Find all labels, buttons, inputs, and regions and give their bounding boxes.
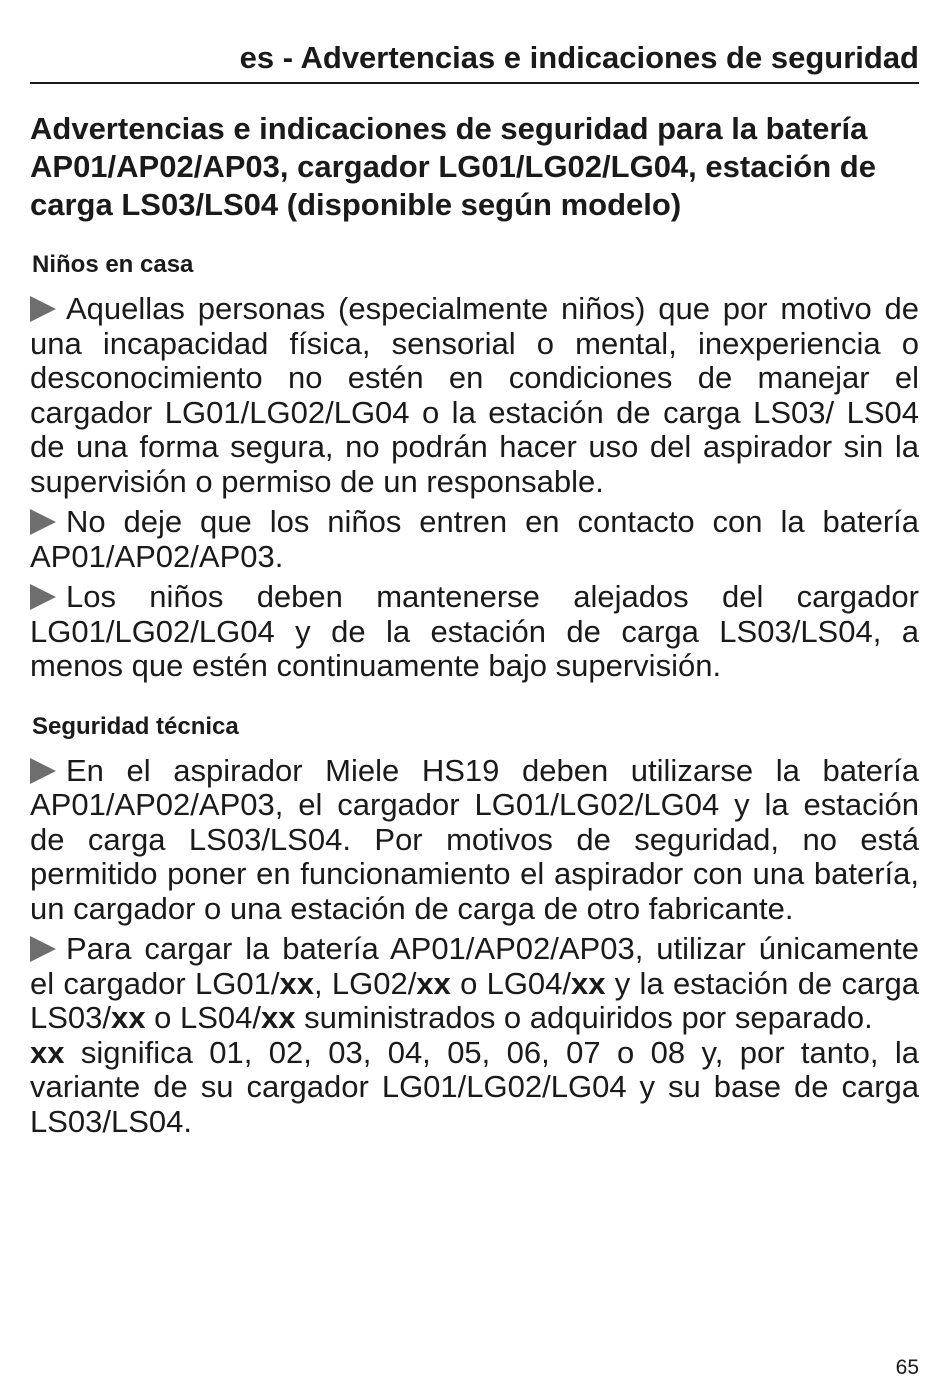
page-content	[30, 110, 919, 1145]
triangle-right-icon	[30, 296, 56, 322]
warning-text: Para cargar la batería AP01/AP02/AP03, utilizar únicamente el cargador LG01/	[30, 931, 919, 1001]
variant-placeholder: xx	[111, 1000, 146, 1035]
warning-text: o LG04/	[450, 965, 572, 1001]
warning-text: o LS04/	[145, 1000, 261, 1035]
header-title: es - Advertencias e indicaciones de seguridad	[239, 40, 919, 75]
warning-item	[30, 932, 919, 1036]
variant-placeholder: xx	[416, 965, 451, 1001]
section-heading-seguridad-tecnica: Seguridad técnica	[32, 712, 239, 740]
warning-item	[30, 505, 919, 574]
page-number: 65	[895, 1356, 919, 1379]
warning-text: No deje que los niños entren en contacto con la batería AP01/AP02/AP03.	[30, 504, 919, 574]
note-text: significa 01, 02, 03, 04, 05, 06, 07 o 08 y, por tanto, la variante de su cargador LG01/LG02/LG04 y su base de carga LS03/LS04.	[30, 1034, 919, 1139]
triangle-right-icon	[30, 936, 56, 962]
page-title: Advertencias e indicaciones de seguridad para la batería AP01/AP02/AP03, cargador LG01/LG02/LG04, estación de carga LS03/LS04 (disponible según modelo)	[30, 111, 876, 222]
variant-placeholder: xx	[260, 1000, 296, 1035]
warning-text: Los niños deben mantenerse alejados del cargador LG01/LG02/LG04 y de la estación de carga LS03/LS04, a menos que estén continuamente bajo supervisión.	[30, 579, 919, 683]
triangle-right-icon	[30, 758, 56, 784]
variant-placeholder: xx	[30, 1034, 65, 1070]
variant-note	[30, 1036, 919, 1140]
warning-text: Aquellas personas (especialmente niños) que por motivo de una incapacidad física, sensorial o mental, inexperiencia o desconocimiento no estén en condiciones de manejar el cargador LG01/LG02/LG04 o la estación de carga LS03/ LS04 de una forma segura, no podrán hacer uso del aspirador sin la supervisión o permiso de un responsable.	[30, 291, 919, 499]
warning-text: y la estación de carga LS03/	[30, 965, 919, 1035]
variant-placeholder: xx	[279, 965, 314, 1001]
triangle-right-icon	[30, 584, 56, 610]
triangle-right-icon	[30, 509, 56, 535]
warning-item	[30, 754, 919, 927]
warning-item	[30, 580, 919, 684]
variant-placeholder: xx	[571, 965, 606, 1001]
page-header	[30, 34, 919, 84]
warning-text: En el aspirador Miele HS19 deben utilizarse la batería AP01/AP02/AP03, el cargador LG01/LG02/LG04 y la estación de carga LS03/LS04. Por motivos de seguridad, no está permitido poner en funcionamiento el aspirador con una batería, un cargador o una estación de carga de otro fabricante.	[30, 752, 919, 926]
warning-text: suministrados o adquiridos por separado.	[295, 1000, 873, 1035]
section-heading-ninos: Niños en casa	[32, 251, 194, 278]
warning-item	[30, 292, 919, 499]
warning-text: , LG02/	[313, 965, 417, 1001]
